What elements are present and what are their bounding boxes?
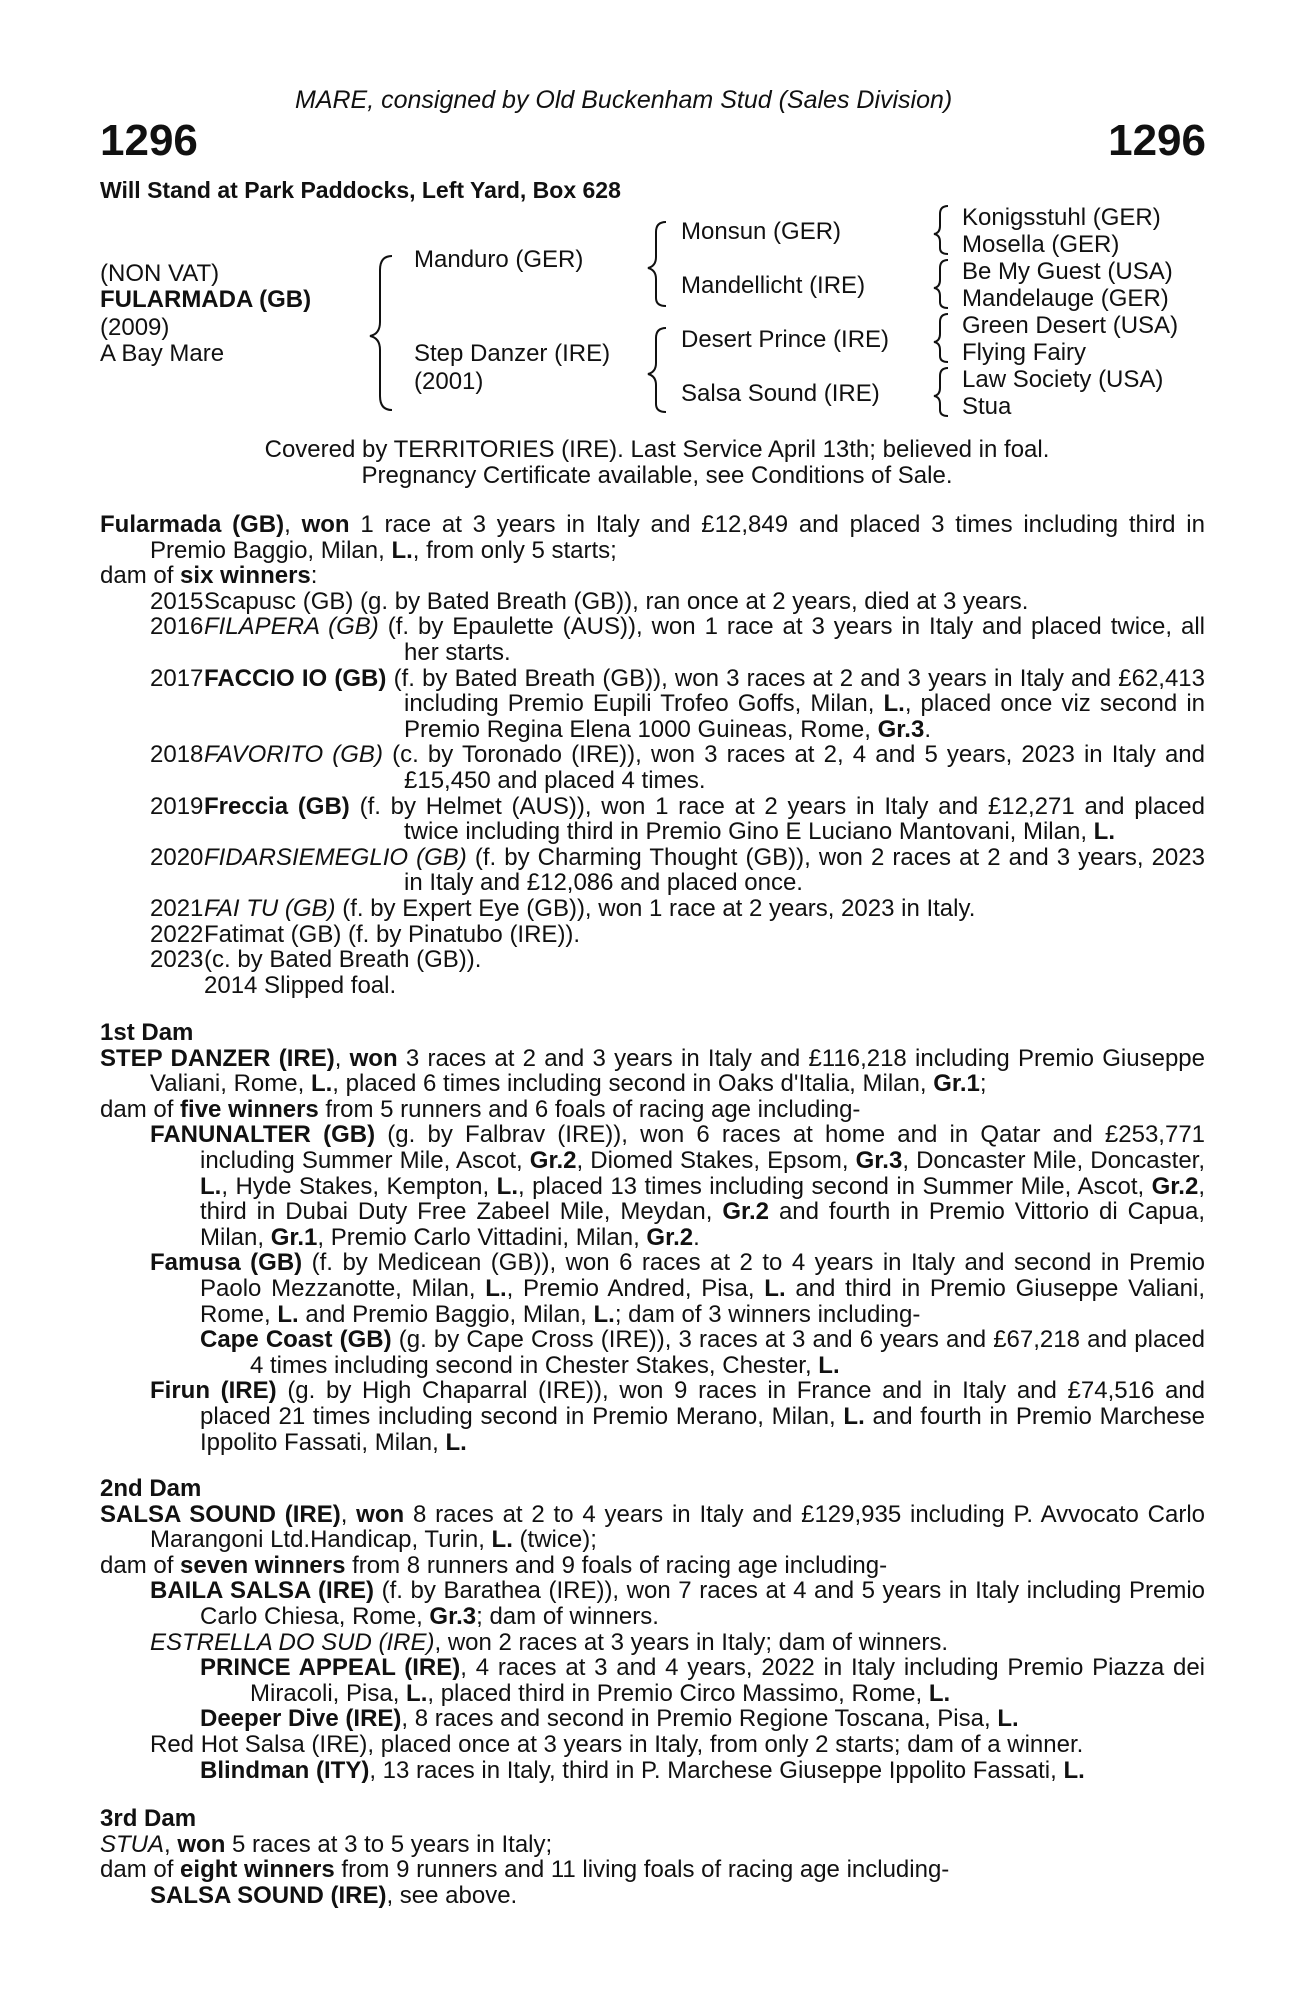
third-dam-record [100,1832,1205,1858]
fanunalter-text: and fourth in Premio Vittorio di Capua, Milan, [200,1198,1205,1251]
fanunalter-text: , Diomed Stakes, Epsom, [576,1146,856,1174]
lot-number-right: 1296 [1108,116,1206,165]
progeny-name: FIDARSIEMEGLIO (GB) [204,843,467,871]
stand-location: Will Stand at Park Paddocks, Left Yard, Box 628 [100,177,621,203]
prince-appeal-name: PRINCE APPEAL (IRE) [200,1654,461,1682]
first-dam-listed: L. [310,1070,333,1098]
famusa-text: and Premio Baggio, Milan, [298,1300,594,1328]
third-dam-comma: , [164,1830,178,1858]
progeny-text3: . [924,715,931,743]
fanunalter-grade: Gr.1 [270,1223,318,1251]
progeny-year: 2021 [150,894,204,922]
horse-year: (2009) [100,314,170,341]
main-name: Fularmada (GB) [100,511,285,538]
first-dam-text: 3 races at 2 and 3 years in Italy and £116,218 including Premio Giuseppe Valiani, Rome, [150,1044,1205,1098]
pedigree-sdd: Mandelauge (GER) [962,285,1169,312]
cape-coast-name: Cape Coast (GB) [200,1326,392,1354]
fanunalter-listed: L. [200,1172,222,1200]
third-dam-damof-label: dam of [100,1856,181,1884]
progeny-text: (c. by Bated Breath (GB)). [204,946,482,974]
first-dam-heading: 1st Dam [100,1019,194,1046]
main-won: won [301,511,350,538]
vat-status: (NON VAT) [100,260,220,287]
progeny-row [100,742,1205,793]
progeny-text2: , placed once viz second in Premio Regina Elena 1000 Guineas, Rome, [404,690,1205,743]
pedigree-dss: Green Desert (USA) [962,312,1179,339]
firun-name: Firun (IRE) [150,1377,277,1405]
second-dam-damof-label: dam of [100,1551,181,1579]
blindman-name: Blindman (ITY) [200,1756,370,1784]
pedigree-dds: Law Society (USA) [962,366,1164,393]
first-dam-text3: ; [979,1070,987,1098]
progeny-row [100,794,1205,845]
pedigree-sire: Manduro (GER) [414,246,584,273]
main-text2: , from only 5 starts; [412,536,617,564]
second-dam-text2: (twice); [512,1526,597,1554]
famusa-name: Famusa (GB) [150,1249,303,1277]
first-dam-record: STEP DANZER (IRE), won 3 races at 2 and 3 years in Italy and £116,218 including Premio Giuseppe Valiani, Rome, L., placed 6 times including second in Oaks d'Italia, Milan, Gr.1; [100,1044,1205,1098]
second-dam-listed: L. [491,1526,513,1554]
famusa-text: and third in Premio Giuseppe Valiani, Rome, [200,1274,1206,1328]
pedigree-dam-year: (2001) [414,368,484,395]
progeny-text: Scapusc (GB) (g. by Bated Breath (GB)), ran once at 2 years, died at 3 years. [204,587,1029,615]
second-dam-tail: from 8 runners and 9 foals of racing age including- [345,1551,888,1579]
pedigree-dam-sire: Desert Prince (IRE) [681,326,890,353]
fanunalter-text: , Doncaster Mile, Doncaster, [902,1146,1206,1174]
first-dam-name: STEP DANZER (IRE) [100,1044,335,1072]
second-dam-damof [100,1553,1205,1579]
cape-coast-listed: L. [818,1351,840,1379]
baila-salsa-text: ; dam of winners. [476,1602,659,1630]
main-winners: six winners [180,562,311,590]
pedigree-ddd: Stua [962,393,1012,420]
firun-listed: L. [843,1402,865,1430]
progeny-year: 2019 [150,792,204,820]
famusa-listed: L. [764,1274,786,1302]
famusa-listed: L. [593,1300,615,1328]
progeny-name: FILAPERA (GB) [204,613,379,641]
pedigree-dsd: Flying Fairy [962,339,1087,366]
progeny-row [100,973,1205,999]
famusa-text: (f. by Medicean (GB)), won 6 races at 2 to 4 years in Italy and second in Premio Paolo Mezzanotte, Milan, [200,1249,1206,1302]
prince-appeal-listed: L. [406,1679,428,1707]
progeny-name: FACCIO IO (GB) [204,664,387,692]
second-dam-record: SALSA SOUND (IRE), won 8 races at 2 to 4 years in Italy and £129,935 including P. Avvocato Carlo Marangoni Ltd.Handicap, Turin, L. (twice); [100,1500,1205,1554]
third-dam-tail: from 9 runners and 11 living foals of racing age including- [334,1856,950,1884]
fanunalter-listed: L. [496,1172,518,1200]
fanunalter-grade: Gr.2 [529,1146,577,1174]
baila-salsa-grade: Gr.3 [429,1602,477,1630]
progeny-row [100,947,1205,973]
pedigree-sds: Be My Guest (USA) [962,258,1173,285]
third-dam-text: 5 races at 3 to 5 years in Italy; [225,1830,553,1858]
main-comma: , [284,511,302,538]
baila-salsa-name: BAILA SALSA (IRE) [150,1577,375,1605]
fanunalter-text: . [693,1223,700,1251]
progeny-grade: Gr.3 [877,715,925,743]
salsa-sound-record [100,1883,1205,1909]
third-dam-winners: eight winners [180,1856,335,1884]
progeny-year: 2015 [150,587,204,615]
deeper-dive-name: Deeper Dive (IRE) [200,1705,402,1733]
progeny-text: (f. by Bated Breath (GB)), won 3 races at 2 and 3 years in Italy and £62,413 including Premio Eupili Trofeo Goffs, Milan, [386,664,1206,718]
firun-text: (g. by High Chaparral (IRE)), won 9 races in France and in Italy and £74,516 and placed 21 times including second in Premio Merano, Milan, [200,1377,1205,1430]
salsa-sound-name: SALSA SOUND (IRE) [150,1881,387,1909]
third-dam-name: STUA [100,1830,165,1858]
firun-text: and fourth in Premio Marchese Ippolito Fassati, Milan, [200,1402,1206,1456]
blindman-record [100,1758,1205,1784]
famusa-text: ; dam of 3 winners including- [614,1300,921,1328]
pedigree-ssd: Mosella (GER) [962,231,1120,258]
first-dam-section [100,1020,1205,1455]
fanunalter-text: , third in Dubai Duty Free Zabeel Mile, Meydan, [200,1172,1205,1226]
first-dam-text2: , placed 6 times including second in Oaks d'Italia, Milan, [332,1070,934,1098]
progeny-name: FAVORITO (GB) [204,741,383,769]
progeny-name: FAI TU (GB) [204,894,336,922]
fanunalter-text: , Hyde Stakes, Kempton, [221,1172,497,1200]
blindman-listed: L. [1063,1756,1085,1784]
first-dam-grade: Gr.1 [933,1070,980,1098]
second-dam-name: SALSA SOUND (IRE) [100,1500,341,1528]
estrella-record [100,1630,1205,1656]
prince-appeal-listed: L. [928,1679,951,1707]
baila-salsa-text: (f. by Barathea (IRE)), won 7 races at 4 and 5 years in Italy including Premio Carlo Chiesa, Rome, [200,1577,1206,1630]
second-dam-winners: seven winners [180,1551,346,1579]
second-dam-text: 8 races at 2 to 4 years in Italy and £129,935 including P. Avvocato Carlo Marangoni Ltd.Handicap, Turin, [150,1500,1205,1554]
second-dam-section [100,1476,1205,1783]
estrella-name: ESTRELLA DO SUD (IRE) [150,1628,435,1656]
main-section [100,512,1205,998]
prince-appeal-text: , 4 races at 3 and 4 years, 2022 in Italy including Premio Piazza dei Miracoli, Pisa, [250,1654,1206,1707]
progeny-row [100,922,1205,948]
main-colon: : [310,562,318,590]
progeny-text: (f. by Epaulette (AUS)), won 1 race at 3 years in Italy and placed twice, all her starts. [378,613,1205,666]
red-hot-salsa-record: Red Hot Salsa (IRE), placed once at 3 years in Italy, from only 2 starts; dam of a winner. [150,1730,1084,1758]
progeny-year: 2017 [150,664,204,692]
prince-appeal-text: , placed third in Premio Circo Massimo, Rome, [427,1679,929,1707]
third-dam-heading: 3rd Dam [100,1805,197,1832]
covered-line-1: Covered by TERRITORIES (IRE). Last Service April 13th; believed in foal. [264,436,1050,463]
main-text: 1 race at 3 years in Italy and £12,849 and placed 3 times including third in Premio Baggio, Milan, [150,511,1205,564]
cape-coast-record [100,1327,1205,1378]
fanunalter-grade: Gr.2 [646,1223,694,1251]
progeny-text: Fatimat (GB) (f. by Pinatubo (IRE)). [204,920,581,948]
fanunalter-record [100,1122,1205,1250]
second-dam-heading: 2nd Dam [100,1475,202,1502]
pedigree-sire-dam: Mandellicht (IRE) [681,272,866,299]
fanunalter-text: , Premio Carlo Vittadini, Milan, [317,1223,647,1251]
progeny-row [100,845,1205,896]
progeny-text: (f. by Helmet (AUS)), won 1 race at 2 years in Italy and £12,271 and placed twice including third in Premio Gino E Luciano Mantovani, Milan, [349,792,1205,846]
horse-name: FULARMADA (GB) [100,286,312,313]
progeny-text: (f. by Expert Eye (GB)), won 1 race at 2 years, 2023 in Italy. [335,894,976,922]
first-dam-won: won [349,1044,398,1072]
third-dam-damof [100,1857,1205,1883]
main-damof-label: dam of [100,562,181,590]
famusa-listed: L. [277,1300,299,1328]
deeper-dive-text: , 8 races and second in Premio Regione Toscana, Pisa, [401,1705,998,1733]
progeny-row [100,614,1205,665]
firun-listed: L. [445,1428,467,1456]
blindman-text: , 13 races in Italy, third in P. Marchese Giuseppe Ippolito Fassati, [369,1756,1064,1784]
fanunalter-name: FANUNALTER (GB) [150,1121,376,1149]
famusa-text: , Premio Andred, Pisa, [506,1274,765,1302]
header-subtitle: MARE, consigned by Old Buckenham Stud (Sales Division) [295,86,953,114]
progeny-year: 2020 [150,843,204,871]
third-dam-won: won [177,1830,226,1858]
progeny-text: 2014 Slipped foal. [204,971,397,999]
progeny-text: (c. by Toronado (IRE)), won 3 races at 2, 4 and 5 years, 2023 in Italy and £15,450 and placed 4 times. [382,741,1205,794]
prince-appeal-record [100,1655,1205,1706]
pedigree-dam: Step Danzer (IRE) [414,340,611,367]
progeny-listed: L. [1093,818,1115,846]
progeny-year: 2016 [150,613,204,641]
progeny-text: (f. by Charming Thought (GB)), won 2 races at 2 and 3 years, 2023 in Italy and £12,086 and placed once. [404,843,1205,897]
second-dam-won: won [356,1500,405,1528]
fanunalter-text: (g. by Falbrav (IRE)), won 6 races at home and in Qatar and £253,771 including Summer Mile, Ascot, [200,1121,1206,1174]
first-dam-damof-label: dam of [100,1095,181,1123]
estrella-text: , won 2 races at 3 years in Italy; dam of winners. [434,1628,949,1656]
pedigree-sss: Konigsstuhl (GER) [962,204,1161,231]
progeny-name: Freccia (GB) [204,792,350,820]
first-dam-winners: five winners [180,1095,319,1123]
famusa-listed: L. [485,1274,507,1302]
fanunalter-grade: Gr.3 [855,1146,903,1174]
pedigree-dam-dam: Salsa Sound (IRE) [681,380,880,407]
salsa-sound-text: , see above. [386,1881,518,1909]
covered-line-2: Pregnancy Certificate available, see Conditions of Sale. [361,462,953,489]
progeny-row [100,666,1205,743]
pedigree-sire-sire: Monsun (GER) [681,218,842,245]
progeny-year: 2022 [150,920,204,948]
progeny-year: 2018 [150,741,204,769]
main-listed: L. [391,536,413,564]
progeny-row [100,589,1205,615]
progeny-listed: L. [883,690,905,718]
fanunalter-grade: Gr.2 [1151,1172,1199,1200]
first-dam-tail: from 5 runners and 6 foals of racing age including- [318,1095,861,1123]
cape-coast-text: (g. by Cape Cross (IRE)), 3 races at 3 and 6 years and £67,218 and placed 4 times including second in Chester Stakes, Chester, [250,1326,1206,1379]
progeny-year: 2023 [150,946,204,974]
baila-salsa-record [100,1578,1205,1629]
famusa-record [100,1250,1205,1327]
third-dam-section [100,1806,1205,1908]
horse-desc: A Bay Mare [100,340,225,367]
deeper-dive-listed: L. [997,1705,1019,1733]
firun-record [100,1378,1205,1455]
main-record [100,512,1205,563]
lot-number-left: 1296 [100,116,198,165]
fanunalter-grade: Gr.2 [722,1198,770,1226]
deeper-dive-record [100,1706,1205,1732]
fanunalter-text: , placed 13 times including second in Summer Mile, Ascot, [518,1172,1152,1200]
main-damof [100,563,1205,589]
progeny-row [100,896,1205,922]
first-dam-damof [100,1097,1205,1123]
